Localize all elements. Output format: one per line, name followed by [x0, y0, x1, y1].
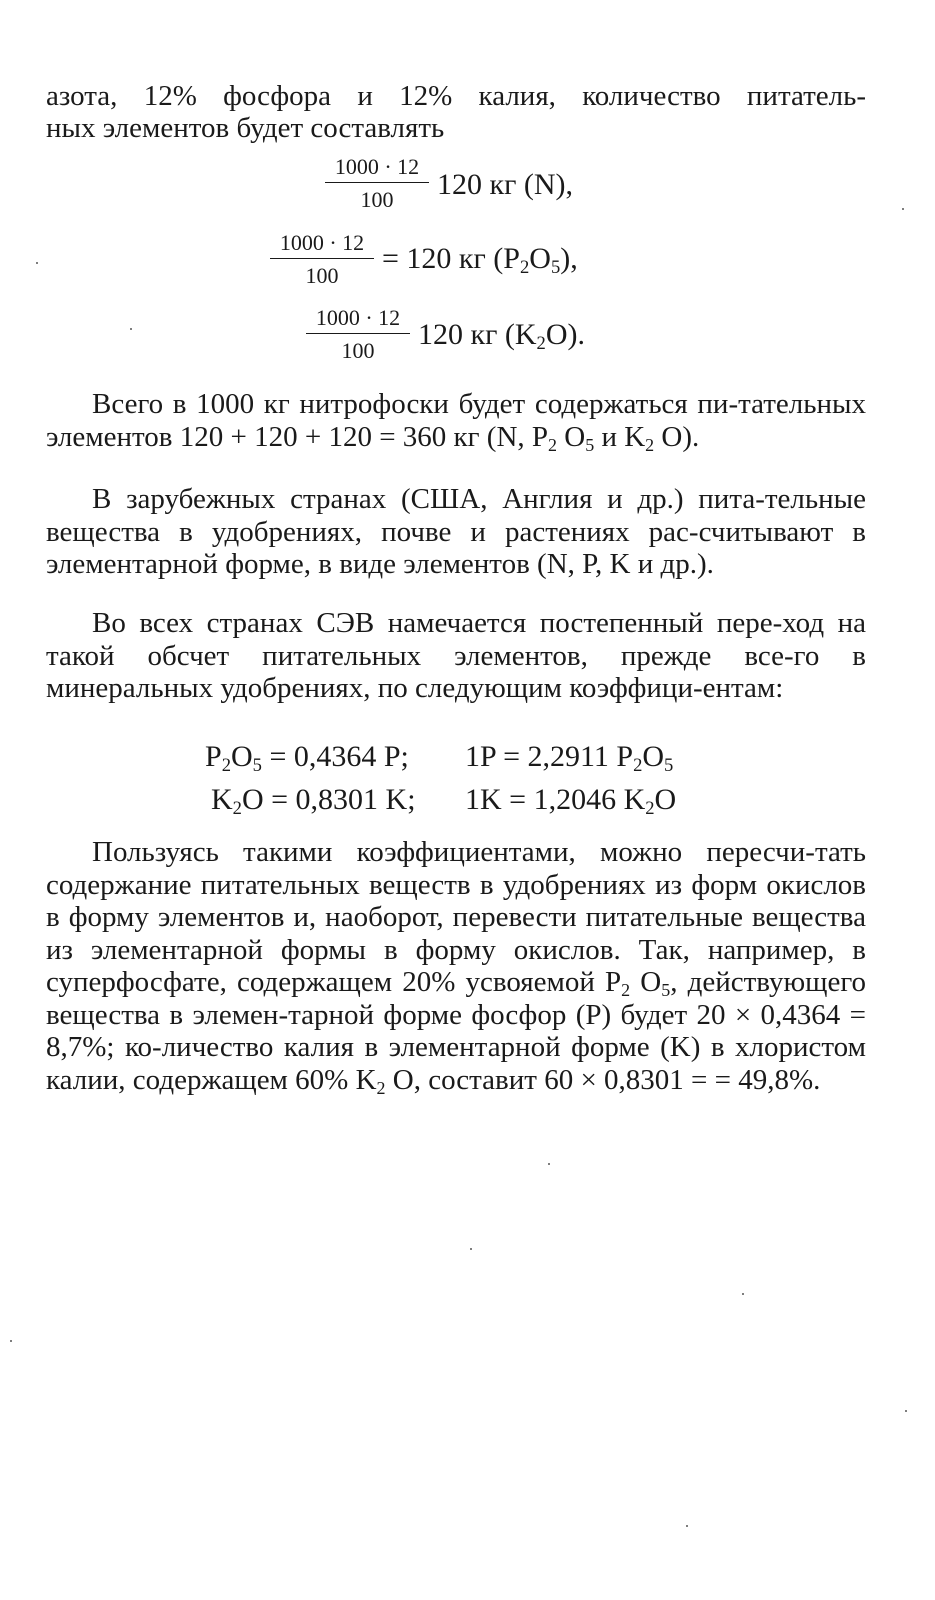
- scan-speck: [686, 1525, 688, 1527]
- paragraph-foreign: В зарубежных странах (США, Англия и др.) пита-тельные вещества в удобрениях, почве и растениях рас-считывают в элементарной форме, в виде элементов (N, P, K и др.).: [46, 483, 866, 580]
- coefficient-k: 1K = 1,2046 $K_2O$: [465, 783, 677, 820]
- coefficient-k2o: $K_2O = 0,8301$ K;: [211, 783, 416, 820]
- scan-speck: [36, 262, 38, 264]
- formula-1-fraction: [325, 154, 429, 213]
- formula-3-fraction: [306, 305, 410, 364]
- formula-3-numerator: 1000 · 12: [306, 305, 410, 334]
- formula-2-value: = 120 кг $(P_2O_5)$,: [382, 242, 578, 279]
- formula-3-denominator: 100: [341, 338, 375, 363]
- formula-2-denominator: 100: [305, 263, 339, 288]
- scan-speck: [10, 1340, 12, 1342]
- scan-speck: [902, 208, 904, 210]
- intro-line-2: ных элементов будет составлять: [46, 112, 445, 144]
- formula-3-value: 120 кг $(K_2O)$.: [418, 318, 585, 355]
- formula-2-fraction: [270, 230, 374, 289]
- formula-2-equals: =: [382, 242, 399, 275]
- formula-2-numerator: 1000 · 12: [270, 230, 374, 259]
- coefficient-p2o5: $P_2O_5 = 0,4364$ P;: [205, 740, 409, 777]
- intro-line-1: азота, 12% фосфора и 12% калия, количество питатель-: [46, 80, 866, 112]
- formula-1-value: 120 кг (N),: [437, 168, 574, 201]
- scan-speck: [548, 1163, 550, 1165]
- paragraph-final: Пользуясь такими коэффициентами, можно пересчи-тать содержание питательных веществ в удобрениях из форм окислов в форму элементов и, наоборот, перевести питательные вещества из элементарной формы в форму окислов. Так, например, в суперфосфате, содержащем 20% усвояемой $P_2$ $O_5$, действующего вещества в элемен-тарной форме фосфор (P) будет 20 × 0,4364 = 8,7%; ко-личество калия в элементарной форме (K) в хлористом калии, содержащем 60% $K_2$ O, составит 60 × 0,8301 = = 49,8%.: [46, 836, 866, 1098]
- paragraph-sev: Во всех странах СЭВ намечается постепенный пере-ход на такой обсчет питательных элементов, прежде все-го в минеральных удобрениях, по следующим коэффици-ентам:: [46, 607, 866, 704]
- coefficient-p: 1P = 2,2911 $P_2O_5$: [465, 740, 674, 777]
- scan-speck: [742, 1293, 744, 1295]
- paragraph-total: Всего в 1000 кг нитрофоски будет содержаться пи-тательных элементов 120 + 120 + 120 = 360 кг (N, $P_2$ $O_5$ и $K_2$ O).: [46, 388, 866, 455]
- scan-speck: [905, 1410, 907, 1412]
- formula-1-denominator: 100: [360, 187, 394, 212]
- formula-1-numerator: 1000 · 12: [325, 154, 429, 183]
- scan-speck: [130, 328, 132, 330]
- scan-speck: [470, 1248, 472, 1250]
